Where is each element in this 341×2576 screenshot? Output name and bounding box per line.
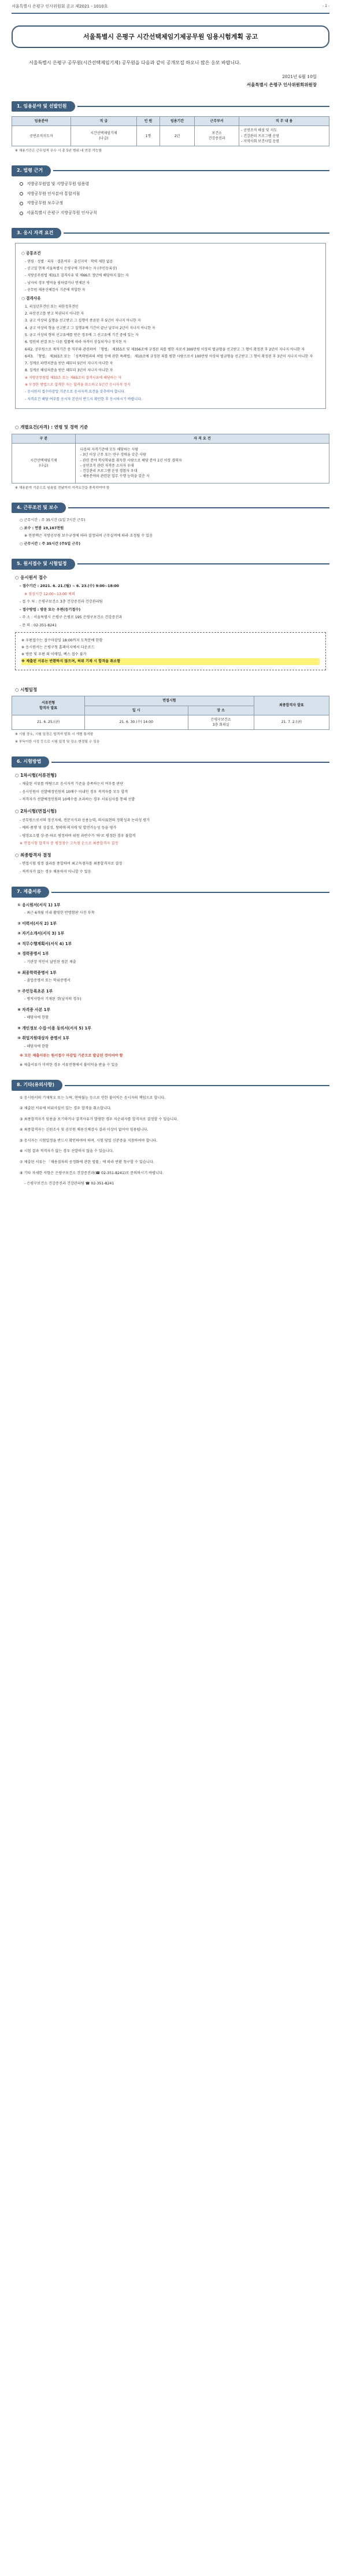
qualification-note: ※ 채용분야 기준으로 임용일 전날까지 자격요건을 충족하여야 함 — [15, 486, 110, 490]
etc-line: ⑥ 시험 결과 적격자가 없는 경우 선발하지 않을 수 있습니다. — [20, 1149, 114, 1154]
date-signature — [12, 73, 329, 90]
section-2-title: 2. 법령 근거 — [12, 165, 51, 176]
organization-name: 서울특별시 은평구 인사위원회위원장 — [246, 82, 317, 88]
section-1-title: 1. 임용분야 및 선발인원 — [12, 101, 75, 112]
col-interview-place: 장 소 — [188, 706, 254, 715]
col-dept: 근무부서 — [195, 117, 239, 126]
top-strip — [12, 0, 329, 14]
section-3-title: 3. 응시 자격 요건 — [12, 228, 61, 238]
qualification-table — [12, 434, 329, 484]
salary: ○ 보수 : 연봉 19,167천원 — [20, 526, 64, 530]
doc-item: ⑦ 주민등록초본 1부 — [17, 988, 53, 994]
warning-line: ※ 지방공무원법 제33조 또는 제65조의 결격사유에 해당하는 자 — [25, 375, 121, 380]
cell-doc-result: 21. 6. 25.(금) — [12, 715, 85, 730]
req-line: - 공무원 채용신체검사 기준에 적합한 자 — [25, 288, 86, 293]
docs-note: ※ 제출서류가 미비한 경우 서류전형에서 불이익을 받을 수 있음 — [20, 1062, 118, 1067]
etc-line: ① 응시원서의 기재착오 또는 누락, 연락불능 등으로 인한 불이익은 응시자의 책임으로 합니다. — [20, 1095, 166, 1100]
legal-text: 지방공무원법 및 지방공무원 임용령 — [27, 181, 90, 186]
notice-line: ※ 방문 및 우편 외 이메일, 팩스 접수 불가 — [21, 652, 87, 657]
info-line: - 자격요건 해당 여부를 응시자 본인이 반드시 확인한 후 응시하시기 바랍니다. — [25, 397, 142, 401]
bullet-icon — [20, 202, 23, 205]
legal-text: 지방공무원 인사분야 통합지침 — [27, 191, 80, 196]
req-line: - 남자의 경우 병역을 필하였거나 면제된 자 — [25, 281, 90, 285]
disq-line: 8. 징계로 해임처분을 받은 때부터 3년이 지나지 아니한 자 — [25, 368, 113, 373]
etc-line: ② 제출된 서류에 허위사실이 있는 경우 합격을 취소합니다. — [20, 1106, 112, 1111]
disq-line: 5. 금고 이상의 형의 선고유예를 받은 경우에 그 선고유예 기간 중에 있는 자 — [25, 333, 139, 337]
method-line: - 예의·품행 및 성실성, 창의력·의지력 및 발전가능성 등을 평가 — [20, 826, 117, 831]
cell-grade: 시간선택제임기제 (나급) — [71, 126, 136, 146]
disq-line: 3. 금고 이상의 실형을 선고받고 그 집행이 종료된 후 5년이 지나지 아니한 자 — [25, 319, 141, 323]
cell-duty: - 공연조직 해설 및 지도 - 건강관리 프로그램 운영 - 지역사회 보건사업 운영 — [239, 126, 329, 146]
doc-sub: - 해당자에 한함 — [24, 1044, 49, 1049]
disq-line: 6의2. 공무원으로 재직기간 중 직무와 관련하여 「형법」 제355조 및 제356조에 규정된 죄를 범한 자로서 300만원 이상의 벌금형을 선고받고 그 형이 확정된 후 2년이 지나지 아니한 자 — [25, 347, 305, 352]
disq-line: 1. 피성년후견인 또는 피한정후견인 — [25, 304, 79, 309]
doc-sub: - 최근 6개월 이내 촬영한 반명함판 사진 부착 — [24, 911, 95, 916]
doc-sub: - 해당자에 한함 — [24, 1016, 49, 1020]
col-interview-date: 일 시 — [85, 706, 188, 715]
col-grade: 직 급 — [71, 117, 136, 126]
legal-text: 서울특별시 은평구 지방공무원 인사규칙 — [27, 211, 97, 216]
disq-line: 2. 파산선고를 받고 복권되지 아니한 자 — [25, 311, 84, 316]
col-category: 구 분 — [12, 434, 76, 443]
application-head: ○ 응시원서 접수 — [15, 574, 47, 580]
method-line: - 공무원으로서의 정신자세, 전문지식과 응용능력, 의사표현의 정확성과 논리성 평가 — [20, 818, 150, 822]
section-1-header — [12, 101, 329, 112]
info-line: - 응시원서 접수마감일 기준으로 응시자격 요건을 갖추어야 합니다. — [25, 390, 125, 394]
page-title: 서울특별시 은평구 시간선택제임기제공무원 임용시험계획 공고 — [12, 25, 329, 48]
doc-item: ④ 직무수행계획서(서식 4) 1부 — [17, 941, 72, 946]
cell-qualification: 다음의 자격기준에 모두 해당하는 사람 - 3년 이상 근무 또는 연구 경력을 갖춘 사람 - 관련 분야 학사학위를 취득한 사람으로 해당 분야 1년 이상 경력자 - 공연조직 관련 자격증 소지자 우대 - 건강관리 프로그램 운영 경험자 우대 - 채용분야와 관련된 업무 수행 능력을 갖춘 자 — [75, 443, 329, 483]
timeline-note: ※ 부득이한 사정 등으로 시험 일정 및 장소 변경될 수 있음 — [15, 740, 100, 744]
requirements-box — [15, 243, 326, 409]
section-8-title: 8. 기타(유의사항) — [12, 1080, 62, 1090]
notice-line: ※ 우편접수는 접수마감일 18:00까지 도착분에 한함 — [21, 639, 103, 643]
col-final-result: 최종합격자 발표 — [254, 696, 329, 715]
disq-line: 6. 법원의 판결 또는 다른 법률에 따라 자격이 상실되거나 정지된 자 — [25, 340, 127, 345]
method-line: - 면접시험 평정 결과를 종합하여 최고득점자를 최종합격자로 결정 — [20, 862, 123, 866]
req-line: - 공고일 현재 서울특별시 은평구에 거주하는 자 (주민등록상) — [25, 267, 117, 271]
cell-period: 2년 — [160, 126, 194, 146]
doc-item: ⑩ 취업지원대상자 증명서 1부 — [17, 1036, 69, 1041]
doc-sub: - 병적사항이 기재된 것(남자의 경우) — [24, 997, 81, 1002]
doc-item: ⑧ 자격증 사본 1부 — [17, 1007, 50, 1012]
method-line: - 평정요소별 상·중·하로 평정하며 위원 과반수가 '하'로 평정한 경우 불합격 — [20, 833, 136, 838]
contact-line: - 은평구보건소 건강증진과 건강관리팀 ☎ 02-351-8241 — [24, 1182, 114, 1186]
req-line: - 지방공무원법 제31조 결격사유 및 제66조 정년에 해당하지 않는 자 — [25, 274, 129, 278]
doc-item: ⑥ 최종학력증명서 1부 — [17, 970, 57, 975]
method-warning: ※ 면접시험 합격자 중 평정점수 고득점 순으로 최종합격자 결정 — [20, 842, 118, 846]
cell-count: 1명 — [136, 126, 160, 146]
method-1-head: ○ 1차시험(서류전형) — [15, 772, 57, 778]
method-line: - 제출된 서류를 바탕으로 응시자격 기준을 충족하는지 여부를 판단 — [20, 782, 124, 787]
recruit-note: ※ 채용기간은 근무성적 우수 시 총 5년 범위 내 연장 가능함 — [15, 149, 102, 153]
col-interview: 면접시험 — [85, 696, 254, 706]
warning-line: ※ 부정한 방법으로 합격한 자는 합격을 취소하고 5년간 응시자격 정지 — [25, 383, 131, 387]
etc-line: ⑤ 응시자는 시험일정을 반드시 확인하여야 하며, 시험 당일 신분증을 지참하여야 합니다. — [20, 1138, 158, 1143]
common-req-head: ○ 공통조건 — [21, 251, 41, 256]
notice-highlight: ※ 제출된 서류는 반환하지 않으며, 허위 기재 시 합격을 취소함 — [21, 658, 320, 665]
salary-note: ※ 연봉액은 지방공무원 보수규정에 따라 결정되며 근무실적에 따라 조정될 수 있음 — [24, 534, 153, 538]
qualification-title: ○ 개별요건(자격) : 연령 및 경력 기준 — [15, 425, 88, 430]
method-3-head: ○ 최종합격자 결정 — [15, 852, 51, 858]
section-2-header — [12, 165, 329, 176]
notice-line: ※ 응시원서는 은평구청 홈페이지에서 다운로드 — [21, 645, 95, 650]
method-2-head: ○ 2차시험(면접시험) — [15, 808, 57, 814]
col-field: 임용분야 — [12, 117, 71, 126]
legal-text: 지방공무원 보수규정 — [27, 201, 64, 206]
etc-line: ⑧ 기타 자세한 사항은 은평구보건소 건강증진과(☎ 02-351-8241)로 문의하시기 바랍니다. — [20, 1171, 164, 1175]
application-notice-box — [15, 632, 326, 670]
col-qualification: 자 격 요 건 — [75, 434, 329, 443]
disq-head: ○ 결격사유 — [21, 296, 41, 301]
application-contact: - 문 의 : 02-351-8241 — [20, 623, 57, 628]
timeline-table — [12, 696, 329, 730]
disq-line: 7. 징계로 파면처분을 받은 때부터 5년이 지나지 아니한 자 — [25, 361, 113, 366]
application-address: - 주 소 : 서울특별시 은평구 은평로 195 은평구보건소 건강증진과 — [20, 615, 123, 620]
section-5-title: 5. 원서접수 및 시험일정 — [12, 559, 75, 569]
announcement-number: 서울특별시 은평구 인사위원회 공고 제2021 - 1010호 — [12, 3, 108, 9]
doc-item: ① 응시원서(서식 1) 1부 — [17, 902, 61, 907]
section-8-header — [12, 1080, 329, 1090]
doc-sub: - 기관장 직인이 날인된 원본 제출 — [24, 959, 76, 964]
doc-item: ② 이력서(서식 2) 1부 — [17, 921, 57, 926]
doc-sub: - 졸업증명서 또는 학위증명서 — [24, 979, 71, 983]
lunch-note: ※ 점심시간 12:00~13:00 제외 — [24, 592, 75, 596]
legal-item — [20, 191, 329, 197]
doc-item: ⑨ 개인정보 수집·이용 동의서(서식 5) 1부 — [17, 1025, 91, 1031]
cell-category: 시간선택제임기제 (나급) — [12, 443, 76, 483]
work-schedule: ○ 근무시간 : 주 35시간 (주5일 근무) — [20, 541, 81, 546]
legal-item — [20, 210, 329, 216]
timeline-note: ※ 시험 장소, 시험 일정은 합격자 발표 시 개별 통지함 — [15, 733, 94, 737]
req-line: - 연령 · 성별 · 피부 · 결혼여부 · 출신지역 · 학력 제한 없음 — [25, 259, 113, 264]
bullet-icon — [20, 192, 23, 195]
intro-text: 서울특별시 은평구 공무원(시간선택제임기제) 공무원을 다음과 같이 공개모집 하오니 많은 응모 바랍니다. — [29, 60, 241, 66]
work-hours: ○ 근무시간 : 주 35시간 (1일 7시간 근무) — [20, 518, 86, 523]
recruit-table — [12, 116, 329, 146]
bullet-icon — [20, 212, 23, 215]
cell-interview-place: 은평구보건소 3층 회의실 — [188, 715, 254, 730]
section-4-header — [12, 503, 329, 513]
col-period: 임용기간 — [160, 117, 194, 126]
doc-item: ⑤ 경력증명서 1부 — [17, 951, 49, 957]
disq-line: 6의3. 「형법」 제303조 또는 「성폭력범죄의 처벌 등에 관한 특례법」 제10조에 규정된 죄를 범한 사람으로서 100만원 이상의 벌금형을 선고받고 그 형이 확정된 후 3년이 지나지 아니한 자 — [25, 354, 313, 359]
section-7-title: 7. 제출서류 — [12, 887, 49, 897]
bullet-icon — [20, 182, 23, 186]
cell-dept: 보건소 건강증진과 — [195, 126, 239, 146]
section-7-header — [12, 887, 329, 897]
cell-interview-date: 21. 6. 30.(수) 14:00 — [85, 715, 188, 730]
announcement-date: 2021년 6월 10일 — [282, 74, 317, 80]
page-number: - 1 - — [323, 4, 329, 9]
application-method: - 접수방법 : 방문 또는 우편(등기접수) — [20, 607, 81, 612]
docs-warning: ※ 모든 제출서류는 원서접수 마감일 기준으로 발급된 것이어야 함 — [20, 1054, 123, 1058]
method-line: - 응시인원이 선발예정인원의 10배수 이내인 경우 적격자를 모두 합격 — [20, 789, 128, 794]
col-count: 인 원 — [136, 117, 160, 126]
col-doc-result: 서류전형 합격자 발표 — [12, 696, 85, 715]
legal-item — [20, 200, 329, 206]
application-place: - 접 수 처 : 은평구보건소 3층 건강증진과 건강관리팀 — [20, 600, 103, 604]
disq-line: 4. 금고 이상의 형을 선고받고 그 집행유예 기간이 끝난 날부터 2년이 지나지 아니한 자 — [25, 326, 155, 330]
etc-line: ④ 최종합격자는 신원조사 및 공무원 채용신체검사 결과 이상이 없어야 임용됩니다. — [20, 1128, 149, 1132]
doc-item: ③ 자기소개서(서식 3) 1부 — [17, 931, 65, 936]
cell-field: 공연조직지도자 — [12, 126, 71, 146]
cell-final-result: 21. 7. 2.(금) — [254, 715, 329, 730]
method-line: - 적격자가 없는 경우 채용하지 아니할 수 있음 — [20, 869, 91, 874]
section-6-header — [12, 756, 329, 767]
legal-item — [20, 181, 329, 187]
section-5-header — [12, 559, 329, 569]
etc-line: ③ 최종합격자가 임용을 포기하거나 결격사유가 발생한 경우 차순위자를 합격자로 결정할 수 있습니다. — [20, 1117, 179, 1121]
etc-line: ⑦ 제출된 서류는 「채용절차의 공정화에 관한 법률」에 따라 반환 청구할 수 있습니다. — [20, 1160, 154, 1165]
method-line: - 적격자가 선발예정인원의 10배수를 초과하는 경우 서류심사를 통해 선발 — [20, 798, 135, 802]
section-3-header — [12, 228, 329, 238]
section-6-title: 6. 시험방법 — [12, 756, 49, 767]
col-duty: 직 무 내 용 — [239, 117, 329, 126]
application-period: - 접수기간 : 2021. 6. 21.(월) ~ 6. 23.(수) 9:00~18:00 — [20, 584, 119, 589]
timeline-title: ○ 시험일정 — [15, 687, 38, 692]
section-4-title: 4. 근무조건 및 보수 — [12, 503, 66, 513]
